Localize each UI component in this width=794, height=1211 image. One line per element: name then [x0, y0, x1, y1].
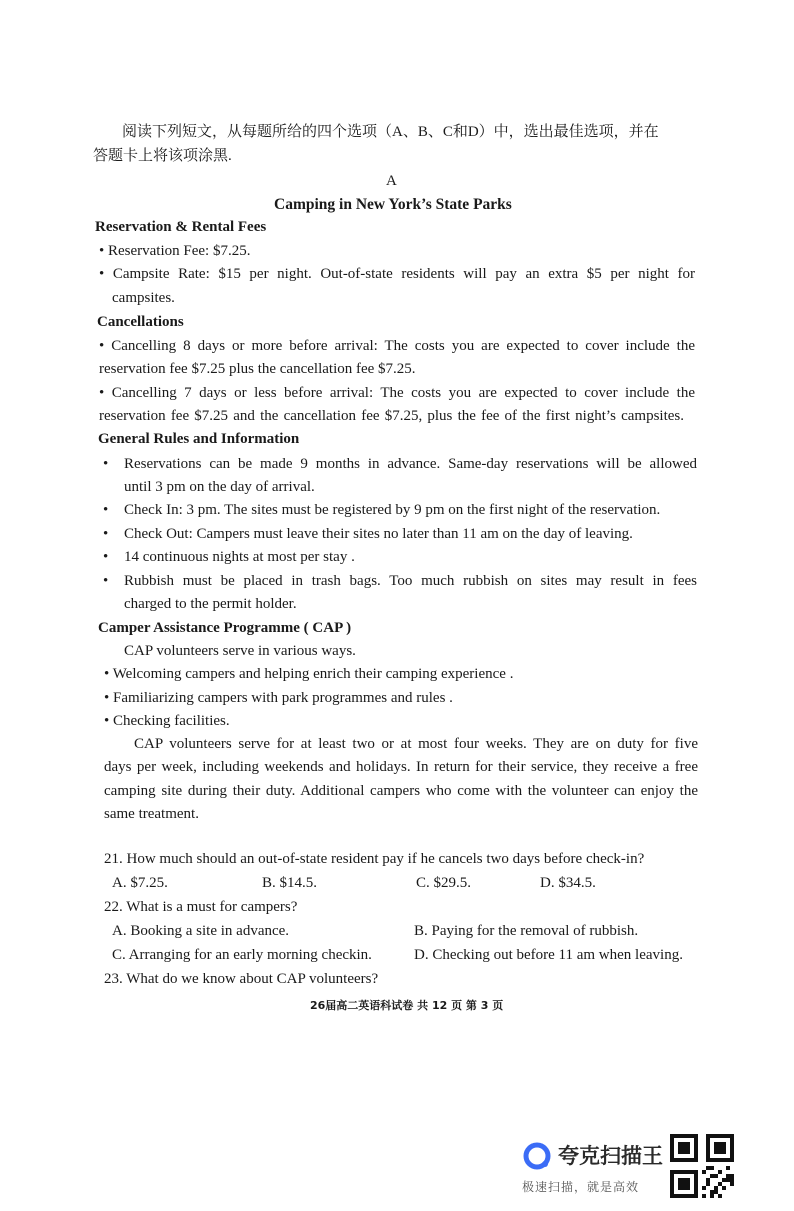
scanner-slogan: 极速扫描，就是高效	[522, 1180, 640, 1194]
cap-way-checking: • Checking facilities.	[104, 713, 230, 729]
q22-option-c: C. Arranging for an early morning checkin.	[112, 947, 372, 963]
scanner-brand-name: 夸克扫描王	[558, 1144, 663, 1168]
scanner-logo-icon	[523, 1142, 551, 1170]
rule-reservations-line-1: Reservations can be made 9 months in advance. Same-day reservations will be allowed	[124, 456, 697, 472]
cap-paragraph-line-4: same treatment.	[104, 806, 199, 822]
bullet: •	[103, 502, 109, 518]
reservation-heading: Reservation & Rental Fees	[95, 219, 267, 235]
campsite-rate-line-1: • Campsite Rate: $15 per night. Out-of-state residents will pay an extra $5 per night for	[99, 266, 695, 282]
q22-option-a: A. Booking a site in advance.	[112, 923, 290, 939]
q21-option-d: D. $34.5.	[540, 875, 596, 891]
q21-option-b: B. $14.5.	[262, 875, 318, 891]
q21-option-a: A. $7.25.	[112, 875, 168, 891]
rule-check-out: Check Out: Campers must leave their sites no later than 11 am on the day of leaving.	[124, 526, 633, 542]
question-21: 21. How much should an out-of-state resident pay if he cancels two days before check-in?	[104, 851, 645, 867]
campsite-rate-line-2: campsites.	[112, 290, 175, 306]
cap-heading: Camper Assistance Programme ( CAP )	[98, 620, 352, 636]
rule-max-stay: 14 continuous nights at most per stay .	[124, 549, 355, 565]
qr-code-icon	[670, 1134, 734, 1198]
bullet: •	[103, 573, 109, 589]
cancellation-8-days-line-1: • Cancelling 8 days or more before arrival: The costs you are expected to cover include the	[99, 338, 695, 354]
q22-option-d: D. Checking out before 11 am when leaving.	[414, 947, 683, 963]
rule-check-in: Check In: 3 pm. The sites must be registered by 9 pm on the first night of the reservation.	[124, 502, 661, 518]
reservation-fee-item: • Reservation Fee: $7.25.	[99, 243, 251, 259]
cancellation-8-days-line-2: reservation fee $7.25 plus the cancellation fee $7.25.	[99, 361, 416, 377]
q21-option-c: C. $29.5.	[416, 875, 472, 891]
cap-intro: CAP volunteers serve in various ways.	[124, 643, 356, 659]
cap-way-welcoming: • Welcoming campers and helping enrich their camping experience .	[104, 666, 514, 682]
bullet: •	[103, 549, 109, 565]
rule-reservations-line-2: until 3 pm on the day of arrival.	[124, 479, 315, 495]
q22-option-b: B. Paying for the removal of rubbish.	[414, 923, 639, 939]
cancellations-heading: Cancellations	[97, 314, 184, 330]
page-footer: 26届高二英语科试卷 共 12 页 第 3 页	[310, 999, 504, 1012]
passage-title: Camping in New York’s State Parks	[274, 196, 512, 213]
rule-rubbish-line-2: charged to the permit holder.	[124, 596, 297, 612]
cancellation-7-days-line-1: • Cancelling 7 days or less before arrival: The costs you are expected to cover include the	[99, 385, 695, 401]
question-23: 23. What do we know about CAP volunteers?	[104, 971, 379, 987]
cap-paragraph-line-3: camping site during their duty. Additional campers who come with the volunteer can enjoy the	[104, 783, 698, 799]
bullet: •	[103, 456, 109, 472]
cap-paragraph-line-1: CAP volunteers serve for at least two or at most four weeks. They are on duty for five	[134, 736, 698, 752]
instructions-line-1: 阅读下列短文，从每题所给的四个选项（A、B、C和D）中，选出最佳选项，并在	[122, 124, 659, 140]
cap-way-familiarizing: • Familiarizing campers with park programmes and rules .	[104, 690, 453, 706]
cap-paragraph-line-2: days per week, including weekends and holidays. In return for their service, they receive a free	[104, 759, 698, 775]
question-22: 22. What is a must for campers?	[104, 899, 298, 915]
section-letter: A	[386, 173, 397, 189]
general-rules-heading: General Rules and Information	[98, 431, 300, 447]
instructions-line-2: 答题卡上将该项涂黑.	[93, 148, 232, 164]
rule-rubbish-line-1: Rubbish must be placed in trash bags. Too much rubbish on sites may result in fees	[124, 573, 697, 589]
bullet: •	[103, 526, 109, 542]
cancellation-7-days-line-2: reservation fee $7.25 and the cancellation fee $7.25, plus the fee of the first night’s campsites.	[99, 408, 684, 424]
